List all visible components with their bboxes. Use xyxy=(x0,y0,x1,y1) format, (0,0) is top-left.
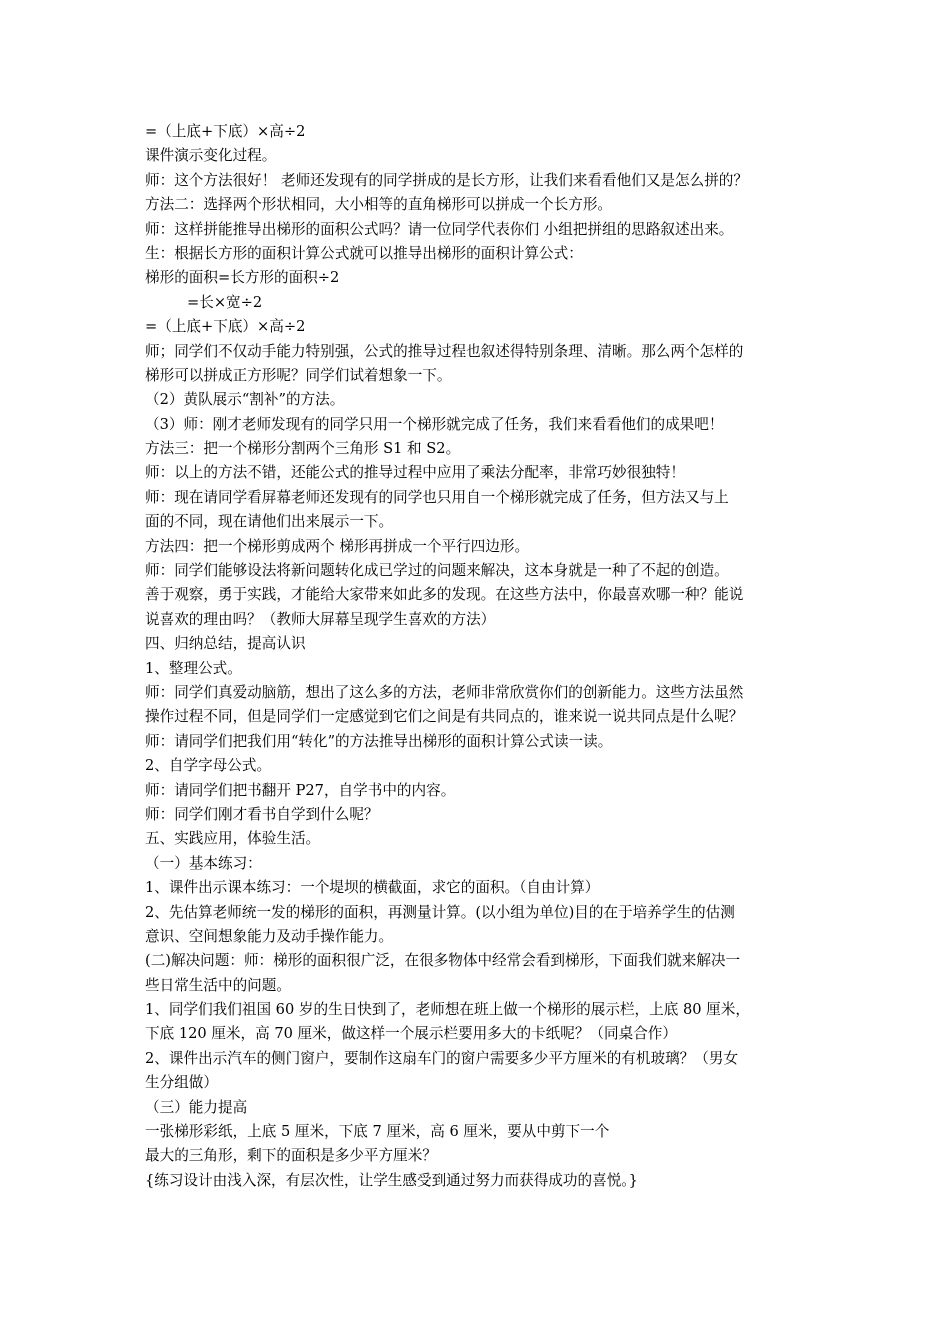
text-line: 善于观察，勇于实践，才能给大家带来如此多的发现。在这些方法中，你最喜欢哪一种？能说 xyxy=(145,586,744,604)
text-line: 1、同学们我们祖国 60 岁的生日快到了，老师想在班上做一个梯形的展示栏，上底 80 厘米， xyxy=(145,1001,750,1019)
text-line: 2、课件出示汽车的侧门窗户，要制作这扇车门的窗户需要多少平方厘米的有机玻璃？（男女 xyxy=(145,1049,739,1067)
text-line: 师：这样拼能推导出梯形的面积公式吗？请一位同学代表你们 小组把拼组的思路叙述出来。 xyxy=(145,220,734,238)
document-body xyxy=(145,120,815,1193)
text-line: （三）能力提高 xyxy=(145,1098,248,1116)
text-line: 一张梯形彩纸，上底 5 厘米，下底 7 厘米，高 6 厘米，要从中剪下一个 xyxy=(145,1123,610,1141)
text-line: 1、整理公式。 xyxy=(145,659,242,677)
text-line: 师：同学们真爱动脑筋，想出了这么多的方法，老师非常欣赏你们的创新能力。这些方法虽然 xyxy=(145,683,744,701)
text-line: 师：请同学们把书翻开 P27，自学书中的内容。 xyxy=(145,781,456,799)
text-line: 2、先估算老师统一发的梯形的面积，再测量计算。(以小组为单位)目的在于培养学生的估测 xyxy=(145,903,735,921)
text-line: 梯形的面积=长方形的面积÷2 xyxy=(145,269,340,287)
text-line: 操作过程不同，但是同学们一定感觉到它们之间是有共同点的，谁来说一说共同点是什么呢？ xyxy=(145,708,744,726)
text-line: 2、自学字母公式。 xyxy=(145,757,272,775)
text-line: 方法三：把一个梯形分割两个三角形 S1 和 S2。 xyxy=(145,440,461,458)
text-line: 师；同学们不仅动手能力特别强，公式的推导过程也叙述得特别条理、清晰。那么两个怎样的 xyxy=(145,342,744,360)
text-line: 方法四：把一个梯形剪成两个 梯形再拼成一个平行四边形。 xyxy=(145,537,530,555)
text-line: （一）基本练习： xyxy=(145,854,262,872)
section-heading: 五、实践应用，体验生活。 xyxy=(145,830,321,848)
text-line: =长×宽÷2 xyxy=(187,293,263,311)
text-line: 课件演示变化过程。 xyxy=(145,147,277,165)
text-line: =（上底+下底）×高÷2 xyxy=(145,123,306,140)
text-line: 师：这个方法很好！ 老师还发现有的同学拼成的是长方形，让我们来看看他们又是怎么拼的？ xyxy=(145,171,748,189)
text-line: {练习设计由浅入深，有层次性，让学生感受到通过努力而获得成功的喜悦。} xyxy=(145,1171,638,1189)
text-line: 1、课件出示课本练习：一个堤坝的横截面，求它的面积。（自由计算） xyxy=(145,879,600,897)
text-line: 下底 120 厘米，高 70 厘米，做这样一个展示栏要用多大的卡纸呢？（同桌合作） xyxy=(145,1025,677,1043)
text-line: 梯形可以拼成正方形呢？同学们试着想象一下。 xyxy=(145,366,452,384)
section-heading: 四、归纳总结，提高认识 xyxy=(145,635,306,653)
text-line: 师：请同学们把我们用“转化”的方法推导出梯形的面积计算公式读一读。 xyxy=(145,732,613,750)
text-line: 师：同学们能够设法将新问题转化成已学过的问题来解决，这本身就是一种了不起的创造。 xyxy=(145,562,729,580)
text-line: 最大的三角形，剩下的面积是多少平方厘米？ xyxy=(145,1147,437,1165)
text-line: 些日常生活中的问题。 xyxy=(145,976,291,994)
text-line: 师：以上的方法不错，还能公式的推导过程中应用了乘法分配率，非常巧妙很独特！ xyxy=(145,464,685,482)
text-line: 方法二：选择两个形状相同，大小相等的直角梯形可以拼成一个长方形。 xyxy=(145,196,613,214)
text-line: （3）师：刚才老师发现有的同学只用一个梯形就完成了任务，我们来看看他们的成果吧！ xyxy=(145,415,724,433)
text-line: =（上底+下底）×高÷2 xyxy=(145,318,306,336)
text-line: (二)解决问题：师：梯形的面积很广泛，在很多物体中经常会看到梯形，下面我们就来解决一 xyxy=(145,952,741,970)
text-line: 说喜欢的理由吗？（教师大屏幕呈现学生喜欢的方法） xyxy=(145,610,496,628)
text-line: （2）黄队展示“割补”的方法。 xyxy=(145,391,345,409)
text-line: 面的不同，现在请他们出来展示一下。 xyxy=(145,513,394,531)
text-line: 生分组做） xyxy=(145,1074,218,1092)
text-line: 意识、空间想象能力及动手操作能力。 xyxy=(145,927,394,945)
text-line: 生：根据长方形的面积计算公式就可以推导出梯形的面积计算公式： xyxy=(145,244,583,262)
text-line: 师：现在请同学看屏幕老师还发现有的同学也只用自一个梯形就完成了任务，但方法又与上 xyxy=(145,488,729,506)
text-line: 师：同学们刚才看书自学到什么呢？ xyxy=(145,805,379,823)
